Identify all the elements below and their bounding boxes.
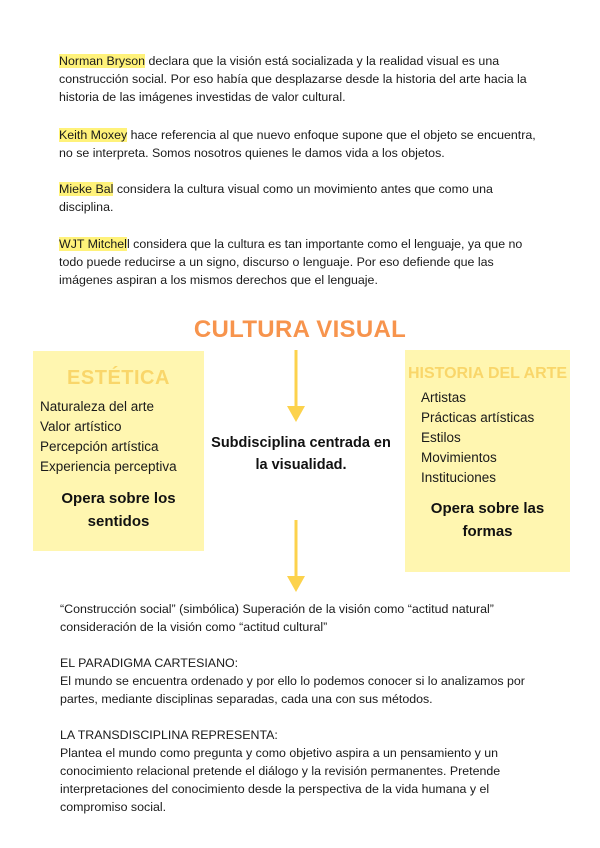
paragraph-bryson	[59, 52, 549, 106]
aesthetics-title: ESTÉTICA	[67, 367, 170, 389]
list-item: Naturaleza del arte	[40, 399, 155, 414]
highlighted-name: Mieke Bal	[59, 182, 114, 196]
art-history-box	[405, 350, 570, 572]
down-arrow-icon	[285, 350, 307, 429]
paragraph-text: l considera que la cultura es tan importante como el lenguaje, ya que no todo puede reducirse a un signo, discurso o lenguaje. Por eso defiende que las imágenes aspiran a los mismos derechos que el lenguaje.	[59, 237, 523, 287]
highlighted-name: Keith Moxey	[59, 128, 128, 142]
paragraph-text: hace referencia al que nuevo enfoque supone que el objeto se encuentra, no se interpreta. Somos nosotros quienes le damos vida a los objetos.	[59, 128, 536, 160]
aesthetics-footer: Opera sobre los sentidos	[61, 490, 176, 530]
intro-paragraph: “Construcción social” (simbólica) Superación de la visión como “actitud natural” consideración de la visión como “actitud cultural”	[60, 602, 494, 634]
aesthetics-list	[33, 397, 204, 477]
cartesian-heading: EL PARADIGMA CARTESIANO:	[60, 656, 239, 670]
list-item: Experiencia perceptiva	[40, 459, 177, 474]
transdiscipline-text: Plantea el mundo como pregunta y como objetivo aspira a un pensamiento y un conocimiento relacional pretende el diálogo y la revisión permanentes. Pretende interpretaciones del conocimiento desde la perspectiva de la vida humana y el compromiso social.	[60, 746, 501, 814]
list-item: Artistas	[421, 390, 467, 405]
cartesian-text: El mundo se encuentra ordenado y por ello lo podemos conocer si lo analizamos por partes, mediante disciplinas separadas, cada una con sus métodos.	[60, 674, 525, 706]
paragraph-mitchell	[59, 235, 549, 289]
diagram-title: CULTURA VISUAL	[193, 316, 407, 343]
list-item: Prácticas artísticas	[421, 410, 535, 425]
list-item: Valor artístico	[40, 419, 122, 434]
list-item: Percepción artística	[40, 439, 159, 454]
center-text: Subdisciplina centrada en la visualidad.	[211, 435, 391, 473]
aesthetics-box	[33, 351, 204, 551]
highlighted-name: Norman Bryson	[59, 54, 146, 68]
paragraph-moxey	[59, 126, 549, 162]
highlighted-name: WJT Mitchel	[59, 237, 127, 251]
paragraph-bal	[59, 180, 549, 216]
paragraph-text: considera la cultura visual como un movimiento antes que como una disciplina.	[59, 182, 493, 214]
paragraph-text: declara que la visión está socializada y la realidad visual es una construcción social. Por eso había que desplazarse desde la historia del arte hacia la historia de las imágenes investidas de valor cultural.	[59, 54, 527, 104]
art-history-title: HISTORIA DEL ARTE	[407, 365, 568, 382]
list-item: Instituciones	[421, 470, 497, 485]
list-item: Estilos	[421, 430, 461, 445]
art-history-list	[405, 388, 570, 488]
list-item: Movimientos	[421, 450, 497, 465]
down-arrow-icon	[285, 520, 307, 599]
transdiscipline-heading: LA TRANSDISCIPLINA REPRESENTA:	[60, 728, 278, 742]
art-history-footer: Opera sobre las formas	[430, 500, 545, 540]
